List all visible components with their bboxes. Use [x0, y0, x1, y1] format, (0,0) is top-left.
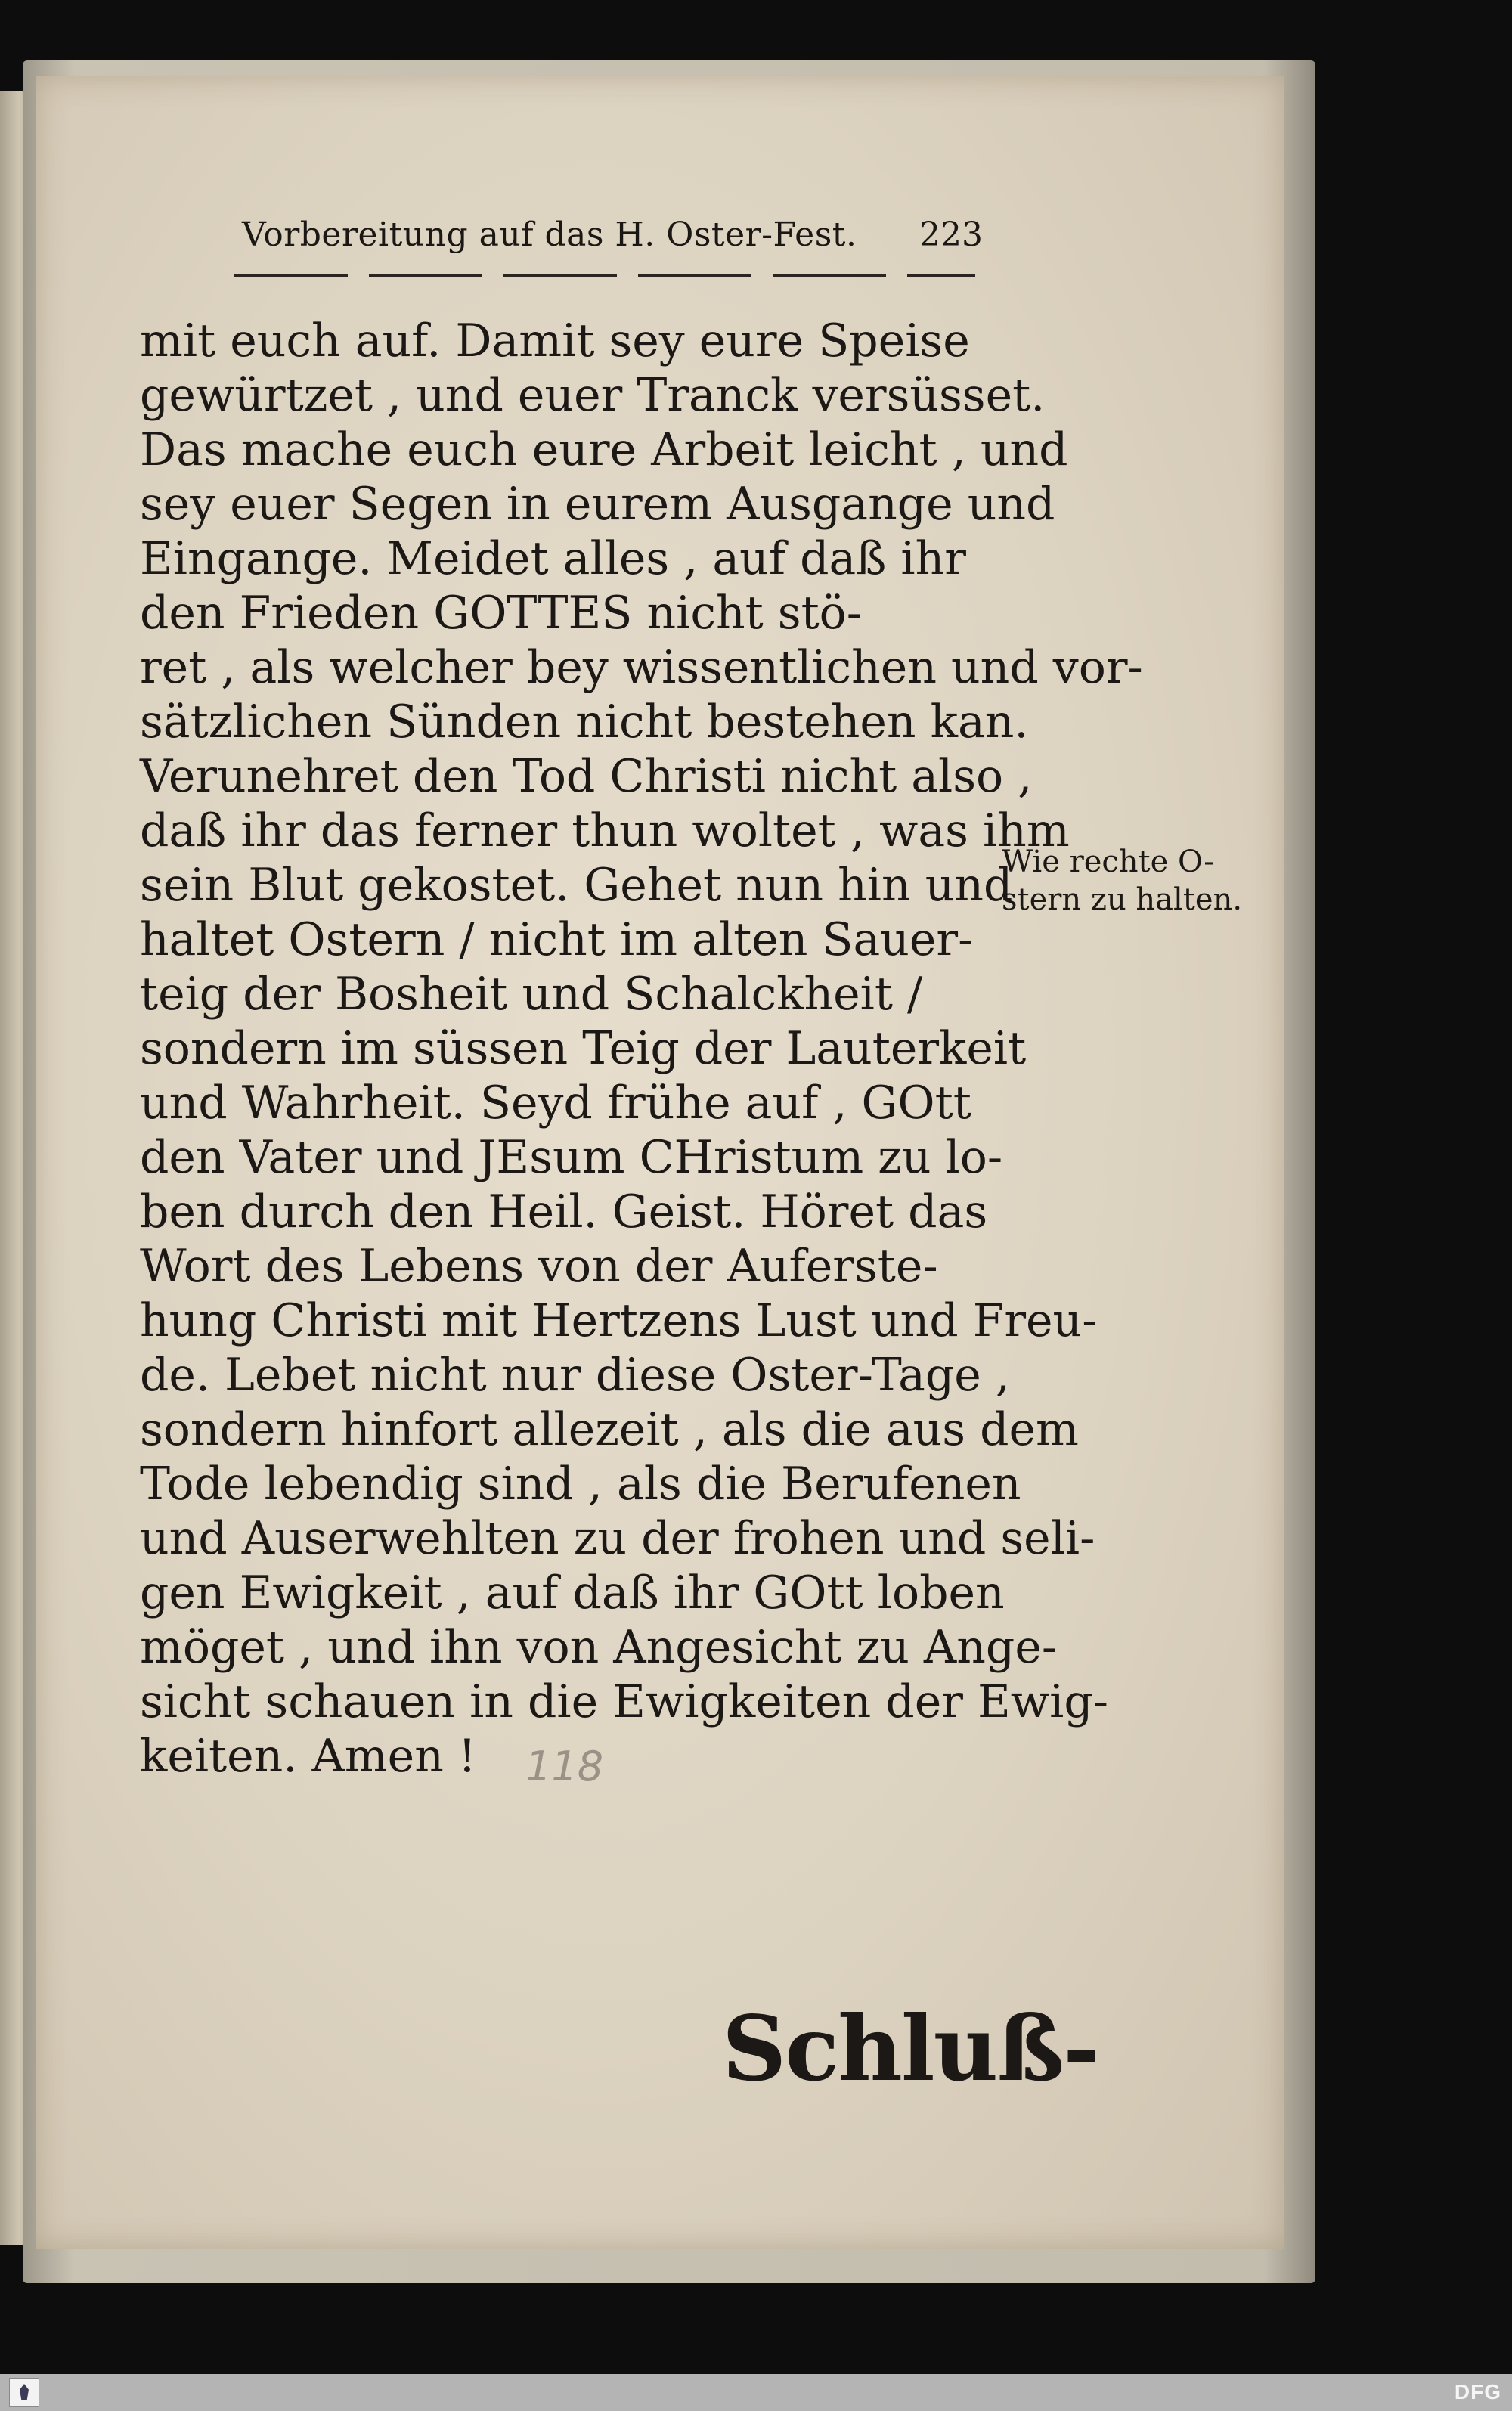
text-line: sätzlichen Sünden nicht bestehen kan.	[140, 696, 1029, 748]
text-line: Wort des Lebens von der Auferste-	[140, 1240, 938, 1293]
text-line: Verunehret den Tod Christi nicht also ,	[140, 750, 1033, 803]
text-line: de. Lebet nicht nur diese Oster-Tage ,	[140, 1349, 1010, 1402]
text-line: hung Christi mit Hertzens Lust und Freu-	[140, 1294, 1098, 1347]
catchword: Schluß-	[722, 1996, 1099, 2101]
marginal-note	[1002, 843, 1251, 919]
text-line: haltet Ostern / nicht im alten Sauer-	[140, 913, 974, 966]
library-crest-icon	[20, 2384, 29, 2400]
text-line: ret , als welcher bey wissentlichen und vor-	[140, 641, 1143, 694]
text-line: Eingange. Meidet alles , auf daß ihr	[140, 532, 966, 585]
text-line: mit euch auf. Damit sey eure Speise	[140, 315, 970, 367]
text-line: sicht schauen in die Ewigkeiten der Ewig-	[140, 1675, 1109, 1728]
page-header	[242, 215, 983, 261]
text-line: sey euer Segen in eurem Ausgange und	[140, 478, 1055, 531]
text-line: den Vater und JEsum CHristum zu lo-	[140, 1131, 1003, 1184]
text-line: gewürtzet , und euer Tranck versüsset.	[140, 369, 1046, 422]
marginal-note-line: Wie rechte O-	[1002, 844, 1214, 879]
text-line: sein Blut gekostet. Gehet nun hin und	[140, 859, 1013, 912]
library-logo-icon	[9, 2378, 39, 2407]
page-number: 223	[919, 215, 983, 254]
text-line: keiten. Amen !	[140, 1730, 477, 1783]
text-line: Tode lebendig sind , als die Berufenen	[140, 1458, 1021, 1511]
header-rule	[234, 274, 975, 277]
text-line: teig der Bosheit und Schalckheit /	[140, 968, 923, 1021]
marginal-note-line: stern zu halten.	[1002, 882, 1243, 917]
text-line: den Frieden GOTTES nicht stö-	[140, 587, 863, 640]
text-line: daß ihr das ferner thun woltet , was ihm	[140, 804, 1070, 857]
viewer-footer-bar	[0, 2374, 1512, 2411]
text-line: sondern hinfort allezeit , als die aus dem	[140, 1403, 1079, 1456]
running-head: Vorbereitung auf das H. Oster-Fest.	[242, 215, 857, 254]
dfg-logo: DFG	[1454, 2380, 1501, 2403]
text-line: sondern im süssen Teig der Lauterkeit	[140, 1022, 1027, 1075]
text-line: gen Ewigkeit , auf daß ihr GOtt loben	[140, 1567, 1005, 1619]
text-line: ben durch den Heil. Geist. Höret das	[140, 1185, 988, 1238]
text-line: und Auserwehlten zu der frohen und seli-	[140, 1512, 1095, 1565]
text-line: Das mache euch eure Arbeit leicht , und	[140, 423, 1068, 476]
text-line: möget , und ihn von Angesicht zu Ange-	[140, 1621, 1058, 1674]
text-line: und Wahrheit. Seyd frühe auf , GOtt	[140, 1077, 971, 1130]
pencil-annotation: 118	[525, 1743, 604, 1790]
